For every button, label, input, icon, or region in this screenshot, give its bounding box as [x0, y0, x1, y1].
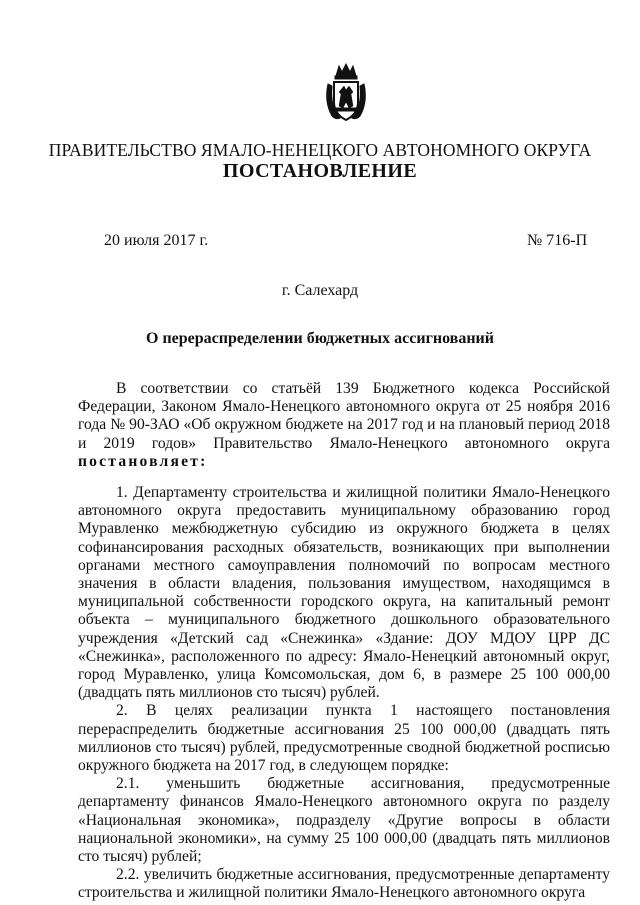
- document-body: [78, 380, 610, 903]
- paragraph-1: 1. Департаменту строительства и жилищной политики Ямало-Ненецкого автономного округа предоставить муниципальному образованию город Муравленко межбюджетную субсидию из окружного бюджета в целях софинансирования расходных обязательств, возникающих при выполнении органами местного самоуправления полномочий по вопросам местного значения в области владения, пользования имуществом, находящимся в муниципальной собственности городского округа, на капитальный ремонт объекта – муниципального бюджетного дошкольного образовательного учреждения «Детский сад «Снежинка» «Здание: ДОУ МДОУ ЦРР ДС «Снежинка», расположенного по адресу: Ямало-Ненецкий автономный округ, город Муравленко, улица Комсомольская, дом 6, в размере 25 100 000,00 (двадцать пять миллионов сто тысяч) рублей.: [78, 484, 610, 702]
- decree-word: постановляет:: [78, 452, 208, 470]
- document-date: 20 июля 2017 г.: [104, 232, 209, 249]
- preamble-paragraph: [78, 380, 610, 471]
- paragraph-2-2: 2.2. увеличить бюджетные ассигнования, предусмотренные департаменту строительства и жилищной политики Ямало-Ненецкого автономного округа: [78, 866, 610, 902]
- document-city: г. Салехард: [281, 282, 359, 299]
- preamble-text: В соответствии со статьёй 139 Бюджетного кодекса Российской Федерации, Законом Ямало-Ненецкого автономного округа от 25 ноября 2016 года № 90-ЗАО «Об окружном бюджете на 2017 год и на плановый период 2018 и 2019 годов» Правительство Ямало-Ненецкого автономного округа: [78, 380, 610, 452]
- document-title: О перераспределении бюджетных ассигнований: [146, 330, 494, 347]
- document-type: ПОСТАНОВЛЕНИЕ: [222, 160, 418, 182]
- document-number: № 716-П: [527, 232, 588, 249]
- paragraph-2-1: 2.1. уменьшить бюджетные ассигнования, предусмотренные департаменту финансов Ямало-Ненецкого автономного округа по разделу «Национальная экономика», подразделу «Другие вопросы в области национальной экономики», на сумму 25 100 000,00 (двадцать пять миллионов сто тысяч) рублей;: [78, 775, 610, 866]
- paragraph-2: 2. В целях реализации пункта 1 настоящего постановления перераспределить бюджетные ассигнования 25 100 000,00 (двадцать пять миллионов сто тысяч) рублей, предусмотренные сводной бюджетной росписью окружного бюджета на 2017 год, в следующем порядке:: [78, 702, 610, 775]
- coat-of-arms-icon: [322, 62, 370, 124]
- government-name: ПРАВИТЕЛЬСТВО ЯМАЛО-НЕНЕЦКОГО АВТОНОМНОГО ОКРУГА: [48, 140, 592, 160]
